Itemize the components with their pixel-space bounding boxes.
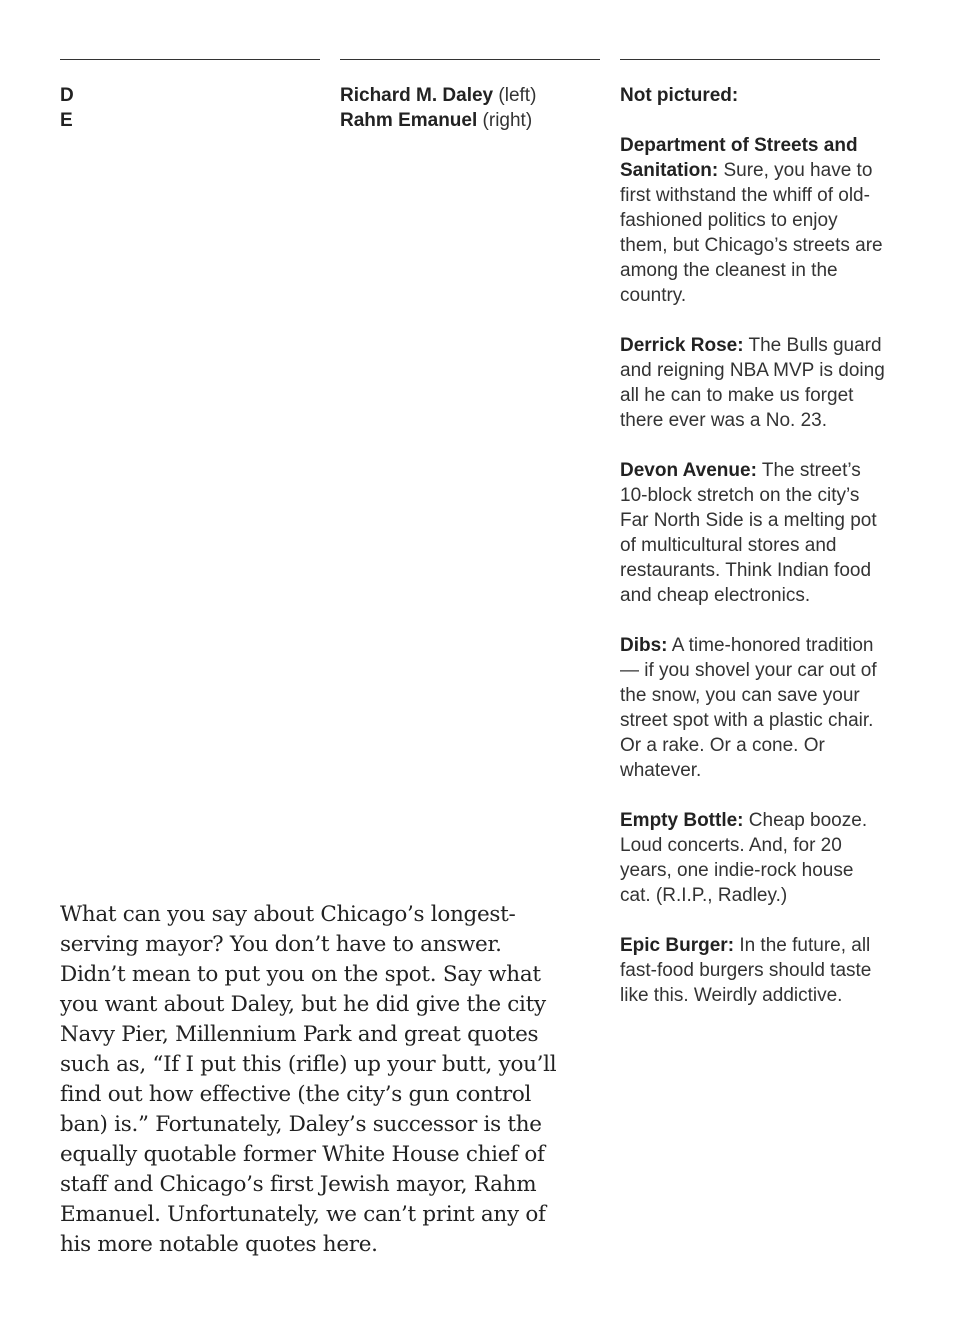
sidebar-entry (620, 333, 885, 433)
sidebar-entry (620, 633, 885, 783)
caption-position: (right) (482, 110, 533, 131)
index-letter: E (60, 110, 73, 131)
entry-term: Department of Streets and Sanitation: (620, 135, 858, 181)
caption-name: Rahm Emanuel (340, 110, 478, 131)
entry-term: Devon Avenue: (620, 460, 757, 481)
top-rule-middle (340, 59, 600, 60)
entry-text: The Bulls guard and reigning NBA MVP is doing all he can to make us forget there ever was a No. 23. (620, 335, 885, 431)
sidebar-heading: Not pictured: (620, 85, 739, 106)
top-rule-left (60, 59, 320, 60)
photo-caption (340, 83, 600, 133)
sidebar-entry (620, 808, 885, 908)
caption-line (340, 83, 600, 108)
entry-term: Derrick Rose: (620, 335, 744, 356)
body-paragraph: What can you say about Chicago’s longest-serving mayor? You don’t have to answer. Didn’t mean to put you on the spot. Say what you want about Daley, but he did give the city Navy Pier, Millennium Park and great quotes such as, “If I put this (rifle) up your butt, you’ll find out how effective (the city’s gun control ban) is.” Fortunately, Daley’s successor is the equally quotable former White House chief of staff and Chicago’s first Jewish mayor, Rahm Emanuel. Unfortunately, we can’t print any of his more notable quotes here. (60, 902, 557, 1257)
sidebar-entry (620, 458, 885, 608)
top-rule-right (620, 59, 880, 60)
entry-text: In the future, all fast-food burgers should taste like this. Weirdly addictive. (620, 935, 872, 1006)
entry-text: The street’s 10-block stretch on the city’s Far North Side is a melting pot of multicultural stores and restaurants. Think Indian food and cheap electronics. (620, 460, 877, 606)
entry-text: Cheap booze. Loud concerts. And, for 20 years, one indie-rock house cat. (R.I.P., Radley.) (620, 810, 868, 906)
not-pictured-sidebar (620, 83, 885, 1033)
caption-name: Richard M. Daley (340, 85, 494, 106)
index-letters (60, 83, 74, 133)
index-letter: D (60, 85, 74, 106)
entry-term: Dibs: (620, 635, 668, 656)
sidebar-entry (620, 133, 885, 308)
sidebar-entry (620, 933, 885, 1008)
caption-line (340, 108, 600, 133)
entry-text: Sure, you have to first withstand the whiff of old-fashioned politics to enjoy them, but Chicago’s streets are among the cleanest in the country. (620, 160, 883, 306)
entry-term: Epic Burger: (620, 935, 735, 956)
entry-term: Empty Bottle: (620, 810, 744, 831)
entry-text: A time-honored tradition — if you shovel your car out of the snow, you can save your street spot with a plastic chair. Or a rake. Or a cone. Or whatever. (620, 635, 877, 781)
caption-position: (left) (498, 85, 537, 106)
